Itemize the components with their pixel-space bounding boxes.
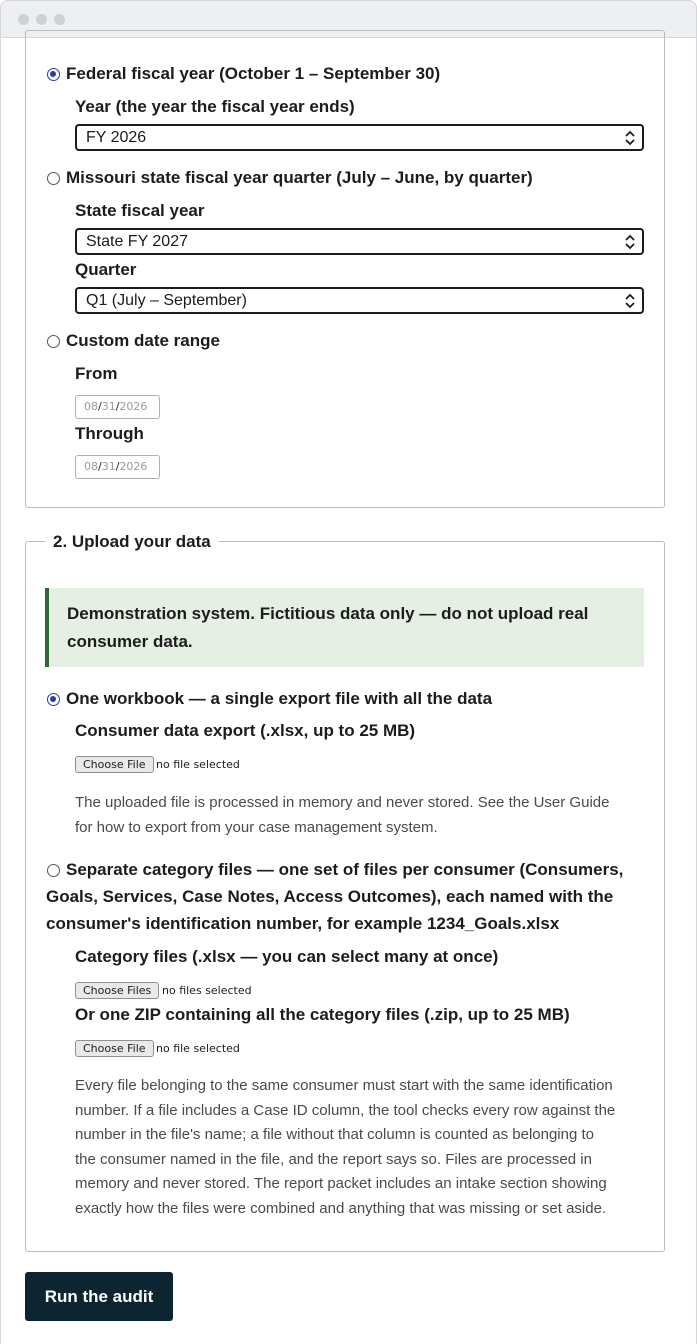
window-dot-icon [54, 14, 65, 25]
separate-files-hint [75, 1074, 655, 1221]
custom-date-range-label[interactable]: Custom date range [66, 331, 220, 350]
separate-files-label[interactable] [46, 856, 646, 937]
files-status: no files selected [162, 984, 252, 997]
hint-line: The uploaded file is processed in memory and never stored. See the User Guide [75, 794, 610, 811]
zip-file-label: Or one ZIP containing all the category files (.zip, up to 25 MB) [75, 1005, 570, 1024]
quarter-label: Quarter [75, 260, 137, 279]
choose-zip-button[interactable]: Choose File [75, 1040, 154, 1057]
hint-line: memory and never stored. The report packet includes an intake section showing [75, 1175, 607, 1192]
through-month: 08 [84, 460, 98, 473]
upload-legend: 2. Upload your data [45, 531, 219, 553]
fiscal-year-field-label: Year (the year the fiscal year ends) [75, 97, 355, 116]
state-fiscal-year-select[interactable] [75, 228, 644, 255]
chevron-up-down-icon [624, 233, 636, 251]
through-label: Through [75, 424, 144, 443]
through-day: 31 [101, 460, 116, 473]
from-month: 08 [84, 400, 98, 413]
through-date-input[interactable]: 08/31/2026 [75, 455, 160, 479]
hint-line: exactly how the files were combined and anything that was missing or set aside. [75, 1199, 607, 1217]
federal-year-value: FY 2026 [86, 129, 147, 146]
hint-line: Every file belonging to the same consumer must start with the same identification [75, 1077, 613, 1094]
consumer-export-label: Consumer data export (.xlsx, up to 25 MB) [75, 721, 416, 740]
custom-date-range-radio[interactable] [47, 335, 60, 348]
federal-fiscal-year-label[interactable]: Federal fiscal year (October 1 – September 30) [66, 64, 441, 83]
notice-text: Demonstration system. Fictitious data only — do not upload real [67, 604, 589, 623]
quarter-select[interactable] [75, 287, 644, 314]
zip-status: no file selected [156, 1042, 240, 1055]
file-status: no file selected [156, 758, 240, 771]
label-line: Goals, Services, Case Notes, Access Outcomes), each named with the [46, 887, 614, 906]
state-fiscal-quarter-radio[interactable] [47, 172, 60, 185]
notice-text: consumer data. [67, 632, 193, 651]
label-line: consumer's identification number, for example 1234_Goals.xlsx [46, 914, 560, 933]
chevron-up-down-icon [624, 292, 636, 310]
from-year: 2026 [119, 400, 148, 413]
quarter-value: Q1 (July – September) [86, 292, 247, 309]
window-dot-icon [36, 14, 47, 25]
hint-line: the consumer named in the file, and the report says so. Files are processed in [75, 1150, 592, 1168]
state-fiscal-quarter-label[interactable]: Missouri state fiscal year quarter (July – June, by quarter) [66, 168, 533, 187]
hint-line: number in the file's name; a file without that column is counted as belonging to [75, 1126, 595, 1143]
hint-line: number. If a file includes a Case ID column, the tool checks every row against the [75, 1101, 616, 1119]
state-fiscal-year-label: State fiscal year [75, 201, 205, 220]
choose-file-button[interactable]: Choose File [75, 756, 154, 773]
from-label: From [75, 364, 118, 383]
through-year: 2026 [119, 460, 148, 473]
hint-line: for how to export from your case management system. [75, 818, 438, 836]
one-workbook-radio[interactable] [47, 693, 60, 706]
from-date-input[interactable]: 08/31/2026 [75, 395, 160, 419]
workbook-hint [75, 791, 655, 840]
window-dot-icon [18, 14, 29, 25]
demo-notice [45, 588, 644, 667]
federal-fiscal-year-radio[interactable] [47, 68, 60, 81]
category-files-label: Category files (.xlsx — you can select many at once) [75, 947, 499, 966]
chevron-up-down-icon [624, 129, 636, 147]
federal-year-select[interactable] [75, 124, 644, 151]
label-line: Separate category files — one set of files per consumer (Consumers, [66, 860, 624, 879]
state-fiscal-year-value: State FY 2027 [86, 233, 188, 250]
one-workbook-label[interactable]: One workbook — a single export file with all the data [66, 689, 493, 708]
choose-files-button[interactable]: Choose Files [75, 982, 159, 999]
window-edge [0, 38, 1, 1344]
run-audit-button[interactable]: Run the audit [25, 1272, 173, 1321]
from-day: 31 [101, 400, 116, 413]
